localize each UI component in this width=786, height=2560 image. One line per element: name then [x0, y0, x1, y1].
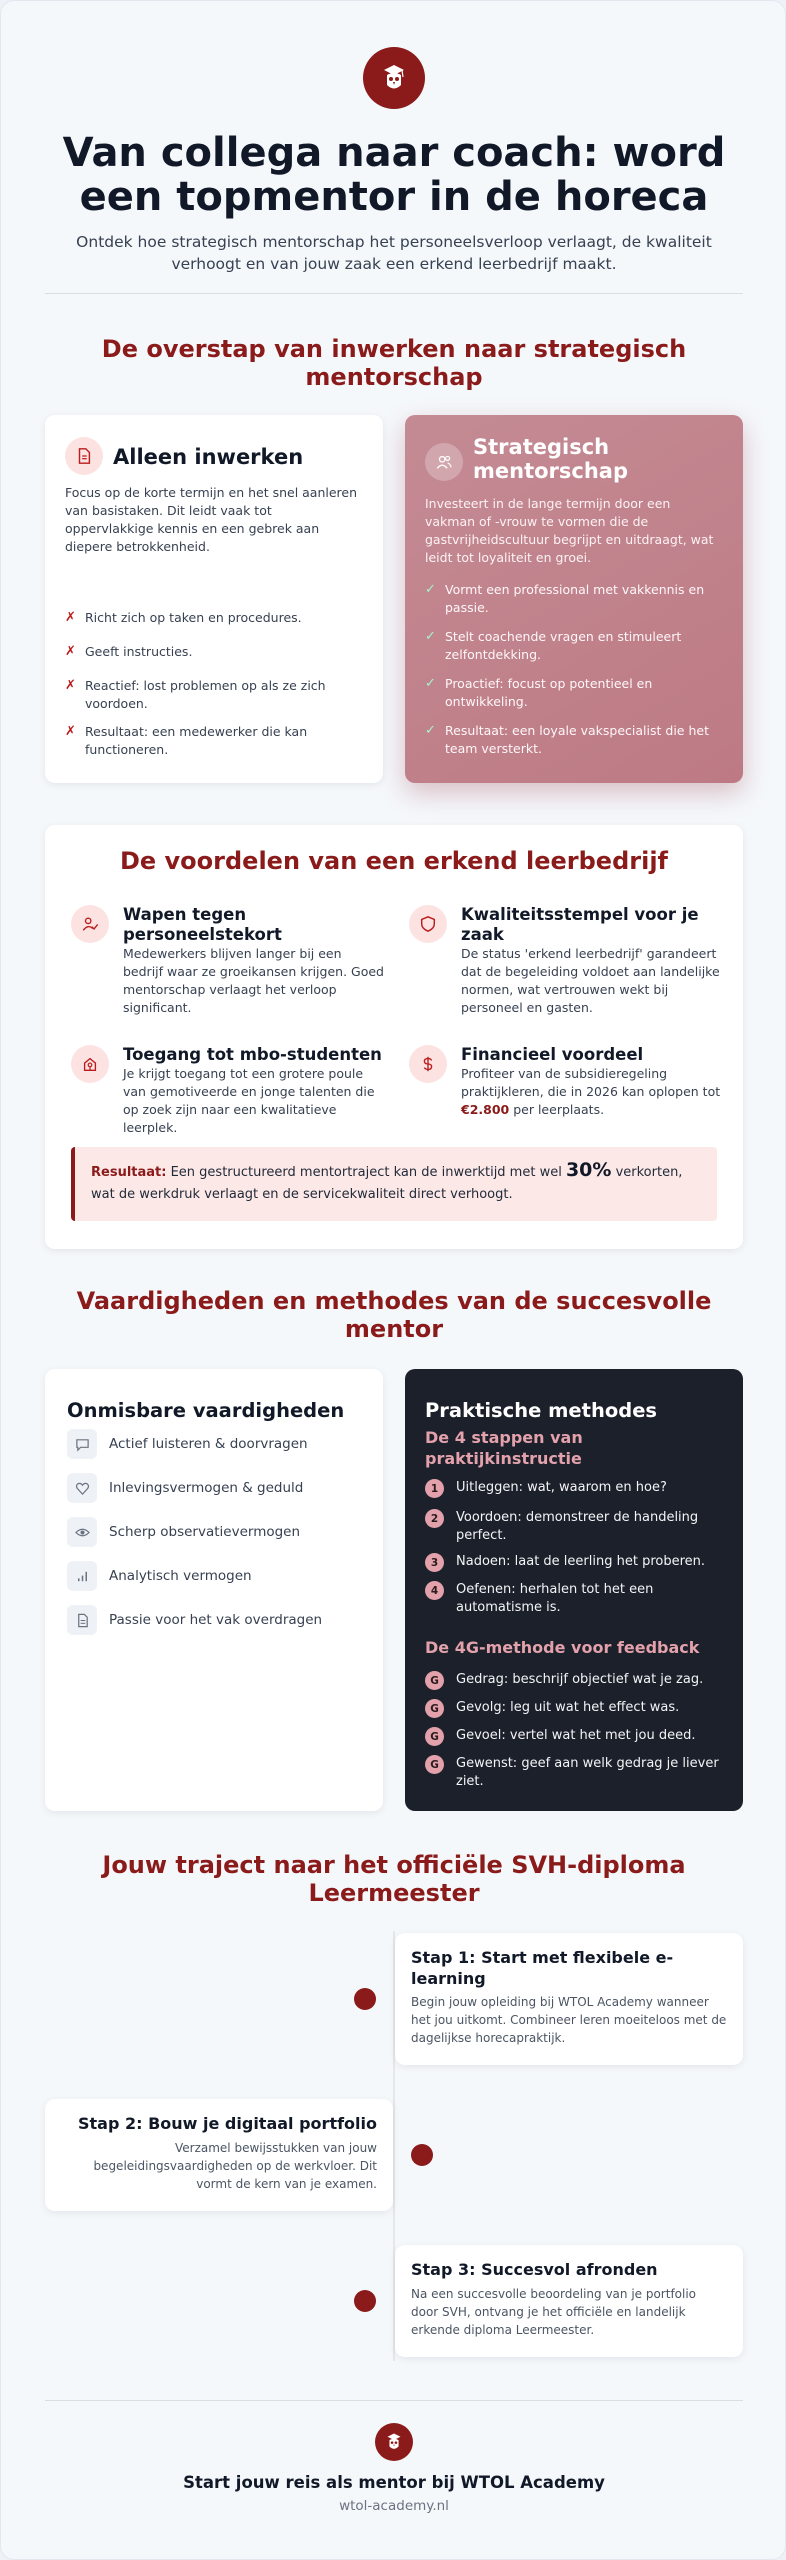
- chat-icon: [67, 1429, 97, 1459]
- timeline-dot: [354, 2290, 376, 2312]
- step-title: Stap 1: Start met flexibele e-learning: [411, 1948, 674, 1988]
- list-item: ✓ Stelt coachende vragen en stimuleert zelfontdekking.: [425, 629, 682, 662]
- card-title: Onmisbare vaardigheden: [67, 1399, 345, 1422]
- cross-icon: ✗: [65, 610, 76, 625]
- timeline-dot: [354, 1988, 376, 2010]
- skill-item: Actief luisteren & doorvragen: [67, 1429, 308, 1459]
- benefit-text: Profiteer van de subsidieregeling praktijkleren, die in 2026 kan oplopen tot €2.800 per leerplaats.: [461, 1066, 721, 1117]
- card-title: Strategisch mentorschap: [473, 435, 628, 483]
- footer-title: Start jouw reis als mentor bij WTOL Academy: [183, 2473, 605, 2492]
- timeline-dot: [411, 2144, 433, 2166]
- check-icon: ✓: [425, 676, 436, 691]
- timeline-step-1: [395, 1933, 743, 2065]
- benefit-text: De status 'erkend leerbedrijf' garandeert dat de begeleiding voldoet aan landelijke normen, wat vertrouwen wekt bij personeel en gasten.: [461, 946, 720, 1015]
- cross-icon: ✗: [65, 724, 76, 739]
- list-item: ✗ Geeft instructies.: [65, 644, 193, 659]
- list-item: ✗ Reactief: lost problemen op als ze zich voordoen.: [65, 678, 326, 711]
- timeline-step-2: [45, 2099, 393, 2211]
- skill-item: Analytisch vermogen: [67, 1561, 252, 1591]
- instruction-step: 2 Voordoen: demonstreer de handeling perfect.: [425, 1509, 725, 1545]
- check-icon: ✓: [425, 582, 436, 597]
- shield-icon: [409, 905, 447, 943]
- section-title-trajectory: Jouw traject naar het officiële SVH-diploma Leermeester: [102, 1851, 686, 1907]
- step-text: Verzamel bewijsstukken van jouw begeleidingsvaardigheden op de werkvloer. Dit vormt de kern van je examen.: [93, 2141, 377, 2191]
- cross-icon: ✗: [65, 678, 76, 693]
- step-text: Begin jouw opleiding bij WTOL Academy wanneer het jou uitkomt. Combineer leren moeiteloos met de dagelijkse horecapraktijk.: [411, 1995, 727, 2045]
- divider: [45, 293, 743, 294]
- instruction-step: 1 Uitleggen: wat, waarom en hoe?: [425, 1479, 725, 1498]
- four-steps-title: De 4 stappen van praktijkinstructie: [425, 1428, 583, 1468]
- step-text: Na een succesvolle beoordeling van je portfolio door SVH, ontvang je het officiële en landelijk erkende diploma Leermeester.: [411, 2287, 697, 2337]
- card-title: Alleen inwerken: [113, 445, 304, 469]
- skill-item: Scherp observatievermogen: [67, 1517, 300, 1547]
- benefit-title: Toegang tot mbo-studenten: [123, 1045, 382, 1064]
- subsidy-amount: €2.800: [461, 1102, 510, 1117]
- school-icon: [71, 1045, 109, 1083]
- benefit-text: Je krijgt toegang tot een grotere poule van gemotiveerde en jonge talenten die op zoek zijn naar een kwalitatieve leerplek.: [123, 1066, 375, 1135]
- benefit-title: Kwaliteitsstempel voor je zaak: [461, 905, 699, 944]
- card-strategisch-mentorschap: [405, 415, 743, 783]
- page-subtitle: Ontdek hoe strategisch mentorschap het personeelsverloop verlaagt, de kwaliteit verhoogt en van jouw zaak een erkend leerbedrijf maakt.: [76, 233, 712, 273]
- bar-chart-icon: [67, 1561, 97, 1591]
- cross-icon: ✗: [65, 644, 76, 659]
- timeline-step-3: [395, 2245, 743, 2357]
- feedback-step: G Gevolg: leg uit wat het effect was.: [425, 1699, 725, 1718]
- step-title: Stap 3: Succesvol afronden: [411, 2260, 658, 2279]
- skills-card: [45, 1369, 383, 1811]
- skill-item: Inlevingsvermogen & geduld: [67, 1473, 303, 1503]
- divider: [45, 2400, 743, 2401]
- feedback-step: G Gedrag: beschrijf objectief wat je zag.: [425, 1671, 725, 1690]
- skill-item: Passie voor het vak overdragen: [67, 1605, 322, 1635]
- page-title: Van collega naar coach: word een topmentor in de horeca: [62, 130, 726, 220]
- feedback-step: G Gevoel: vertel wat het met jou deed.: [425, 1727, 725, 1746]
- result-label: Resultaat:: [91, 1165, 167, 1180]
- card-intro: Focus op de korte termijn en het snel aanleren van basistaken. Dit leidt vaak tot oppervlakkige kennis en een gebrek aan diepere betrokkenheid.: [65, 485, 358, 554]
- feedback-title: De 4G-methode voor feedback: [425, 1638, 700, 1657]
- section-title-benefits: De voordelen van een erkend leerbedrijf: [119, 847, 668, 875]
- list-item: ✓ Resultaat: een loyale vakspecialist die het team versterkt.: [425, 723, 709, 756]
- user-check-icon: [71, 905, 109, 943]
- instruction-step: 3 Nadoen: laat de leerling het proberen.: [425, 1553, 725, 1572]
- result-callout: Resultaat: Een gestructureerd mentortraject kan de inwerktijd met wel 30% verkorten, wat de werkdruk verlaagt en de servicekwaliteit direct verhoogt.: [71, 1147, 717, 1221]
- section-title-transition: De overstap van inwerken naar strategisch mentorschap: [101, 335, 687, 391]
- list-item: ✓ Proactief: focust op potentieel en ontwikkeling.: [425, 676, 653, 709]
- list-item: ✗ Richt zich op taken en procedures.: [65, 610, 302, 625]
- card-title: Praktische methodes: [425, 1399, 658, 1422]
- benefit-text: Medewerkers blijven langer bij een bedrijf waar ze groeikansen krijgen. Goed mentorschap verlaagt het verloop significant.: [123, 946, 384, 1015]
- check-icon: ✓: [425, 629, 436, 644]
- feedback-step: G Gewenst: geef aan welk gedrag je liever ziet.: [425, 1755, 725, 1791]
- methods-card: [405, 1369, 743, 1811]
- owl-graduate-icon: [374, 58, 414, 98]
- file-icon: [67, 1605, 97, 1635]
- owl-logo: [363, 47, 425, 109]
- card-intro: Investeert in de lange termijn door een vakman of -vrouw te vormen die de gastvrijheidscultuur begrijpt en uitdraagt, wat leidt tot loyaliteit en groei.: [425, 496, 714, 565]
- owl-graduate-icon: [381, 2429, 407, 2455]
- instruction-step: 4 Oefenen: herhalen tot het een automatisme is.: [425, 1581, 725, 1617]
- owl-logo-footer: [375, 2423, 413, 2461]
- check-icon: ✓: [425, 723, 436, 738]
- benefits-card: [45, 825, 743, 1249]
- result-percent: 30%: [565, 1159, 612, 1181]
- card-alleen-inwerken: [45, 415, 383, 783]
- dollar-icon: [409, 1045, 447, 1083]
- list-item: ✗ Resultaat: een medewerker die kan functioneren.: [65, 724, 308, 757]
- eye-icon: [67, 1517, 97, 1547]
- benefit-title: Wapen tegen personeelstekort: [123, 905, 282, 944]
- document-icon: [65, 437, 103, 475]
- heart-icon: [67, 1473, 97, 1503]
- benefit-title: Financieel voordeel: [461, 1045, 644, 1064]
- footer-link[interactable]: wtol-academy.nl: [339, 2498, 449, 2514]
- list-item: ✓ Vormt een professional met vakkennis en passie.: [425, 582, 705, 615]
- section-title-skills: Vaardigheden en methodes van de succesvolle mentor: [76, 1287, 712, 1343]
- users-icon: [425, 443, 463, 481]
- step-title: Stap 2: Bouw je digitaal portfolio: [78, 2114, 377, 2133]
